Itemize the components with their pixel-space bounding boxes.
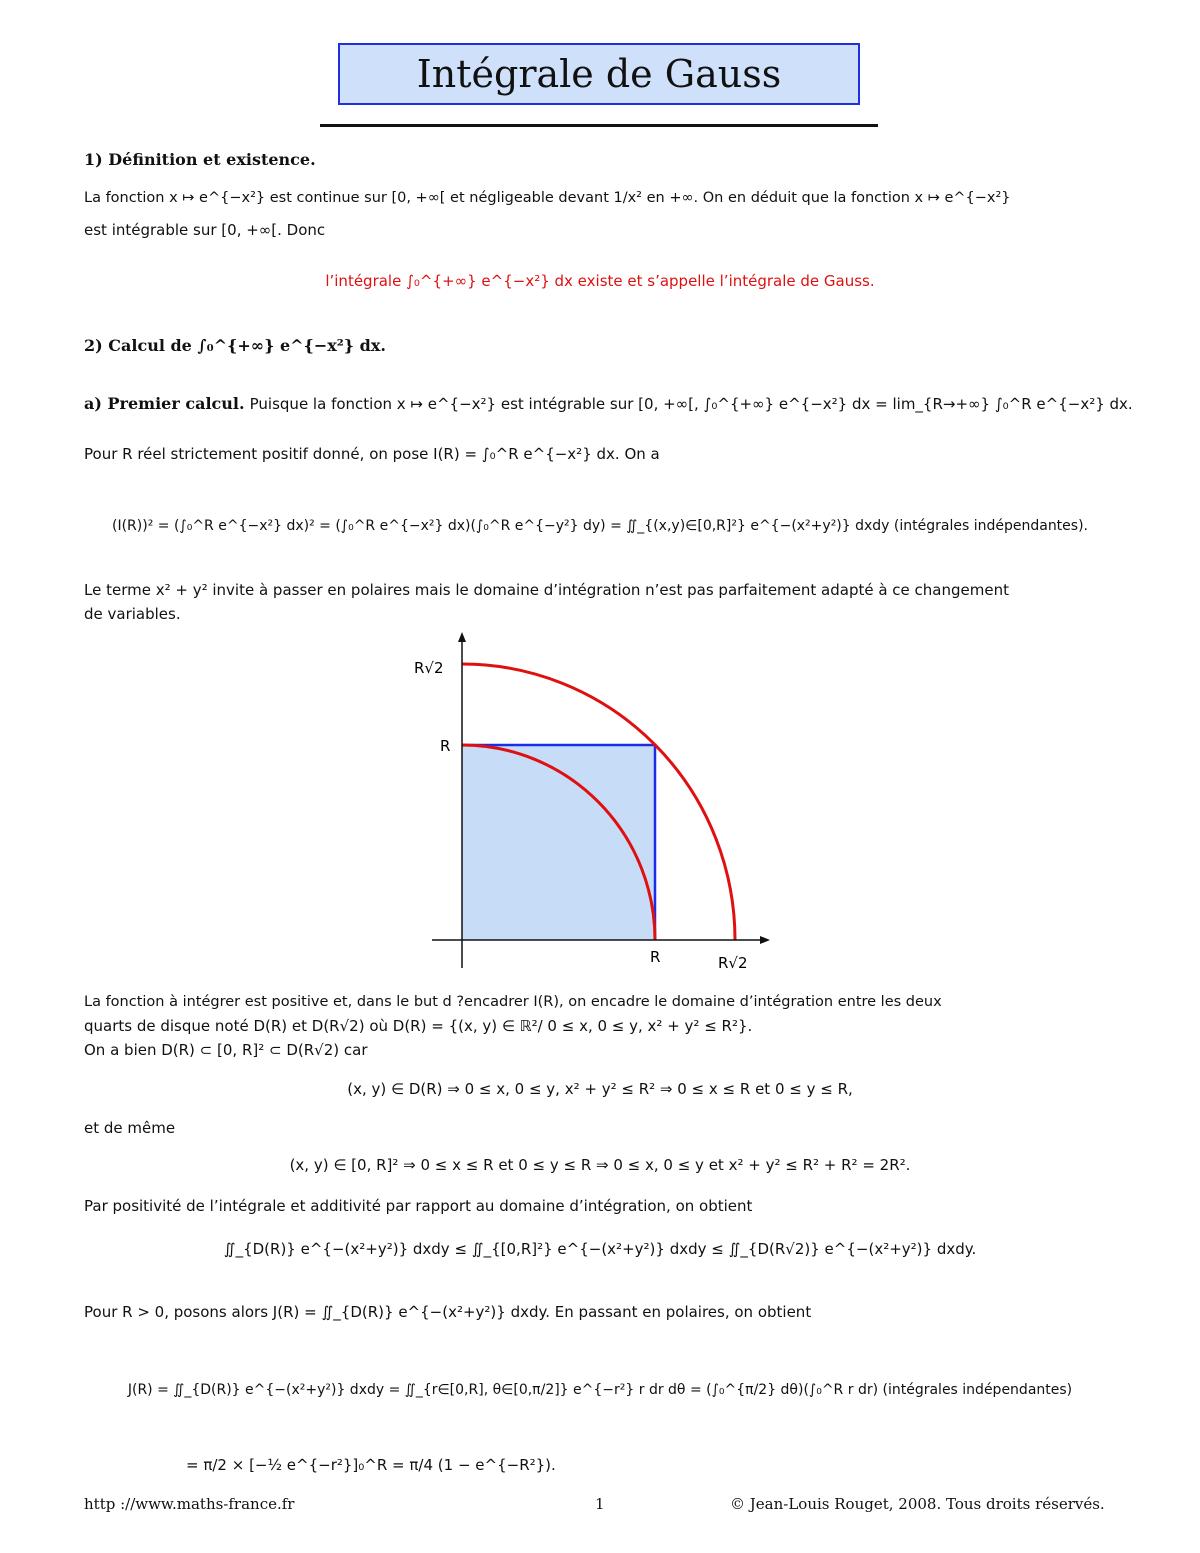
label-r-sqrt2-x: R√2 — [718, 954, 748, 972]
label-r-y: R — [440, 737, 451, 755]
section2-a — [84, 394, 1133, 414]
quarter-disk-figure — [400, 628, 780, 973]
section2-terme2: de variables. — [84, 605, 181, 623]
title-box — [338, 43, 860, 105]
section3-positivite: Par positivité de l’intégrale et additivité par rapport au domaine d’intégration, on obtient — [84, 1197, 753, 1215]
section2-heading: 2) Calcul de ∫₀^{+∞} e^{−x²} dx. — [84, 336, 386, 355]
page-title: Intégrale de Gauss — [416, 52, 782, 96]
section2-a-label: a) Premier calcul. — [84, 394, 245, 413]
equation-2: (x, y) ∈ D(R) ⇒ 0 ≤ x, 0 ≤ y, x² + y² ≤ R² ⇒ 0 ≤ x ≤ R et 0 ≤ y ≤ R, — [347, 1080, 853, 1098]
equation-1: (I(R))² = (∫₀^R e^{−x²} dx)² = (∫₀^R e^{−x²} dx)(∫₀^R e^{−y²} dy) = ∬_{(x,y)∈[0,R]²} e^{−(x²+y²)} dxdy (intégrales indépendantes). — [112, 518, 1088, 534]
square-region — [462, 745, 655, 940]
x-axis-arrow — [760, 936, 770, 944]
footer-copyright: © Jean-Louis Rouget, 2008. Tous droits réservés. — [730, 1495, 1105, 1513]
title-rule — [320, 124, 878, 127]
equation-4: ∬_{D(R)} e^{−(x²+y²)} dxdy ≤ ∬_{[0,R]²} e^{−(x²+y²)} dxdy ≤ ∬_{D(R√2)} e^{−(x²+y²)} dxdy. — [223, 1240, 977, 1258]
section2-pose: Pour R réel strictement positif donné, on pose I(R) = ∫₀^R e^{−x²} dx. On a — [84, 445, 660, 463]
section3-p1a: La fonction à intégrer est positive et, dans le but d ?encadrer I(R), on encadre le domaine d’intégration entre les deux — [84, 994, 942, 1010]
section3-dememe: et de même — [84, 1119, 176, 1137]
section1-line1: La fonction x ↦ e^{−x²} est continue sur [0, +∞[ et négligeable devant 1/x² en +∞. On en déduit que la fonction x ↦ e^{−x²} — [84, 190, 1011, 206]
label-r-sqrt2-y: R√2 — [414, 659, 444, 677]
section1-heading: 1) Définition et existence. — [84, 150, 316, 169]
equation-5: J(R) = ∬_{D(R)} e^{−(x²+y²)} dxdy = ∬_{r∈[0,R], θ∈[0,π/2]} e^{−r²} r dr dθ = (∫₀^{π/2} dθ)(∫₀^R r dr) (intégrales indépendantes) — [127, 1382, 1073, 1398]
section1-result: l’intégrale ∫₀^{+∞} e^{−x²} dx existe et s’appelle l’intégrale de Gauss. — [325, 272, 875, 290]
label-r-x: R — [650, 948, 661, 966]
section2-a-text: Puisque la fonction x ↦ e^{−x²} est intégrable sur [0, +∞[, ∫₀^{+∞} e^{−x²} dx = lim_{R→+∞} ∫₀^R e^{−x²} dx. — [249, 395, 1133, 413]
equation-3: (x, y) ∈ [0, R]² ⇒ 0 ≤ x ≤ R et 0 ≤ y ≤ R ⇒ 0 ≤ x, 0 ≤ y et x² + y² ≤ R² + R² = 2R². — [289, 1156, 911, 1174]
section2-terme1: Le terme x² + y² invite à passer en polaires mais le domaine d’intégration n’est pas parfaitement adapté à ce changement — [84, 581, 1009, 599]
section3-p1c: On a bien D(R) ⊂ [0, R]² ⊂ D(R√2) car — [84, 1041, 368, 1059]
y-axis-arrow — [458, 632, 466, 642]
section1-line2: est intégrable sur [0, +∞[. Donc — [84, 221, 326, 239]
equation-6: = π/2 × [−½ e^{−r²}]₀^R = π/4 (1 − e^{−R²}). — [186, 1456, 556, 1474]
footer-page-number: 1 — [595, 1495, 605, 1513]
footer-url[interactable]: http ://www.maths-france.fr — [84, 1495, 295, 1513]
section3-p1b: quarts de disque noté D(R) et D(R√2) où D(R) = {(x, y) ∈ ℝ²/ 0 ≤ x, 0 ≤ y, x² + y² ≤ R²}. — [84, 1017, 753, 1035]
section3-posons: Pour R > 0, posons alors J(R) = ∬_{D(R)} e^{−(x²+y²)} dxdy. En passant en polaires, on obtient — [84, 1303, 812, 1321]
